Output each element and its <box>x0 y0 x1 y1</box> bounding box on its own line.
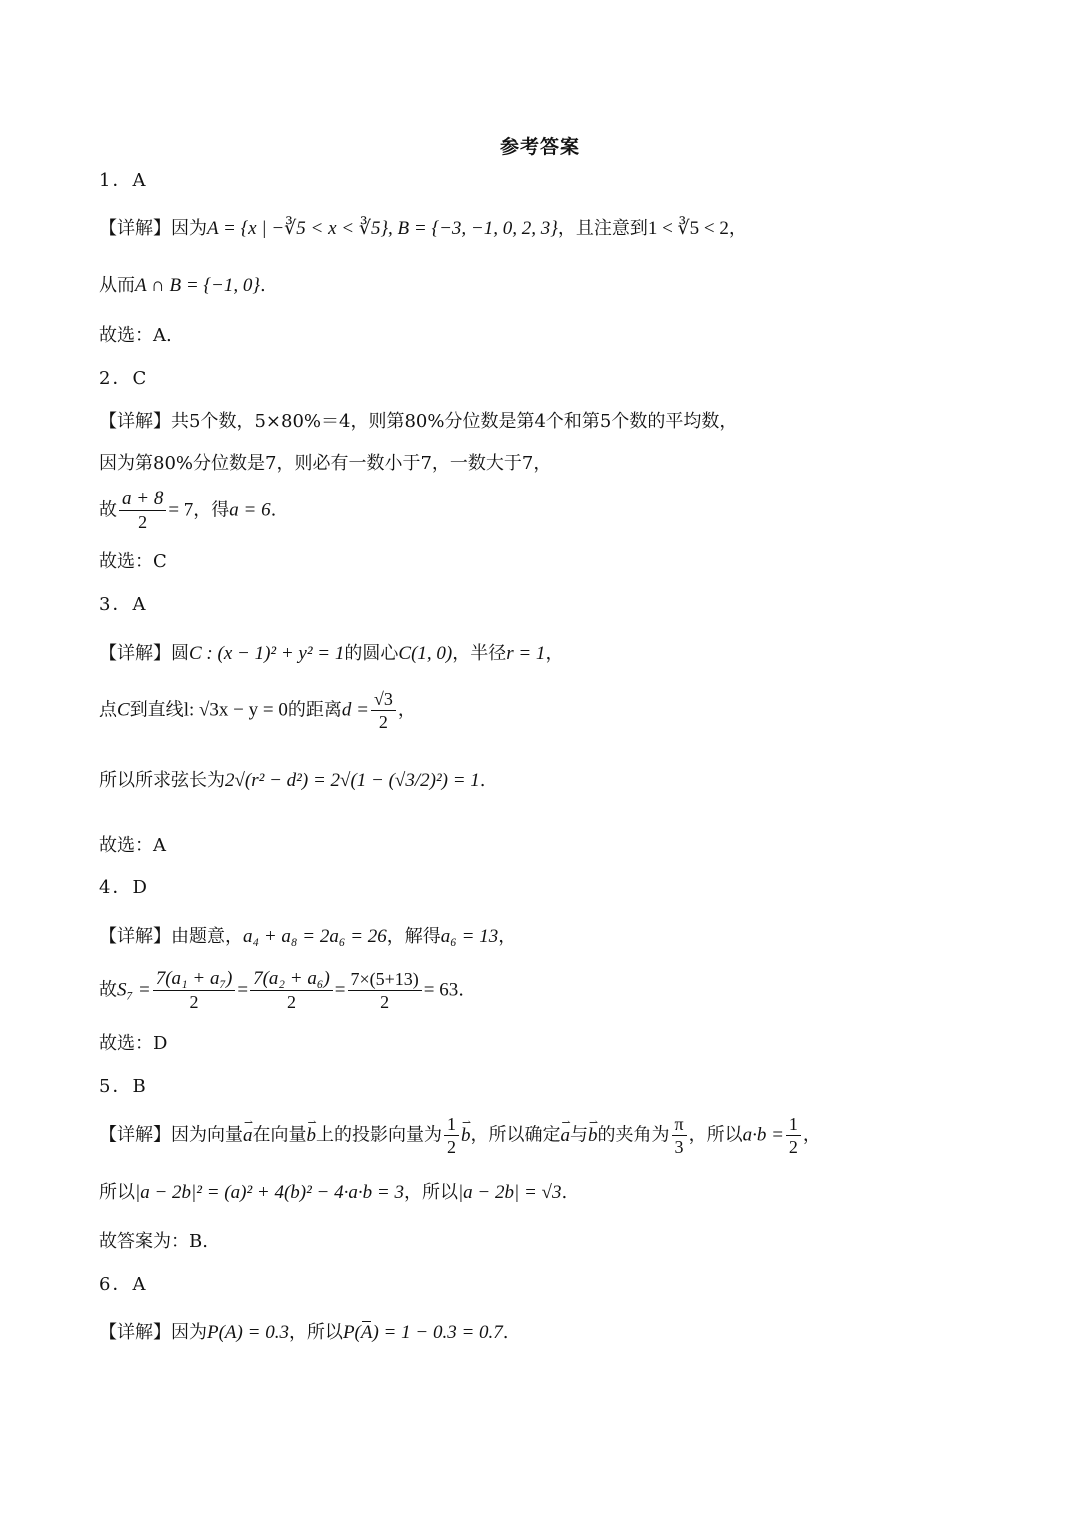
page-title: 参考答案 <box>499 136 580 158</box>
q4-f3-den: 2 <box>380 992 390 1012</box>
answer-5: 5．B <box>99 1076 148 1097</box>
answer-1: 1．A <box>99 170 148 191</box>
q5-dot-num: 1 <box>786 1113 801 1136</box>
q4-f3-num: 7×(5+13) <box>348 968 422 991</box>
q1-set-def: A = {x | −∛5 < x < ∛5}, B = {−3, −1, 0, 2, 3} <box>207 218 558 239</box>
q3-line3-end: . <box>479 770 486 791</box>
q5-line1-e: 与 <box>570 1124 588 1146</box>
answer-4: 4．D <box>99 877 149 898</box>
q6-line1-end: . <box>502 1322 509 1343</box>
q5-proj-fraction <box>444 1113 459 1158</box>
q2-fraction <box>119 488 166 533</box>
q4-line1-end: ， <box>498 926 517 947</box>
q3-line2-mid: 到直线 <box>129 699 184 721</box>
q2-eq: = 7 <box>168 499 194 521</box>
q4-conclusion: 故选：D <box>99 1033 168 1054</box>
q2-line3-end: . <box>270 499 277 521</box>
q4-f2-den: 2 <box>286 992 296 1012</box>
q5-vec-b: ⇀ b <box>307 1123 317 1149</box>
answer-2: 2．C <box>99 368 149 389</box>
q1-detail-prefix: 【详解】因为 <box>99 218 207 239</box>
q3-line2-prefix: 点 <box>99 699 117 721</box>
q5-line2 <box>99 1180 999 1206</box>
q4-line2-prefix: 故 <box>99 979 117 1001</box>
q2-line1: 【详解】共5个数，5×80%＝4，则第80%分位数是第4个和第5个数的平均数， <box>99 411 738 432</box>
q5-angle-fraction <box>672 1113 687 1158</box>
q1-note-expr: 1 < ∛5 < 2 <box>647 218 729 239</box>
q5-line2-expr: |a − 2b|² = (a)² + 4(b)² − 4·a·b = 3 <box>135 1182 404 1203</box>
q3-dist-num: √3 <box>371 688 396 711</box>
q5-line1-f: 的夹角为 <box>597 1124 670 1146</box>
q2-frac-den: 2 <box>138 512 148 532</box>
q1-detail <box>99 216 999 242</box>
q5-proj-vec-b: ⇀ b <box>461 1123 471 1149</box>
q3-line3-prefix: 所以所求弦长为 <box>99 770 225 791</box>
q4-line1-mid: ，解得 <box>386 926 441 947</box>
q6-a-bar: A <box>361 1320 373 1346</box>
q3-circle-eq: C : (x − 1)² + y² = 1 <box>189 643 345 664</box>
q3-radius: r = 1 <box>506 643 546 664</box>
q5-line1 <box>99 1113 999 1158</box>
q4-line1-expr: a₄ + a₈ = 2a₆ = 26 <box>243 926 387 947</box>
q3-dist-lhs: d = <box>341 699 369 721</box>
q1-note-prefix: ，且注意到 <box>557 218 648 239</box>
q5-vec-b-2: ⇀ b <box>588 1123 598 1149</box>
q2-conclusion: 故选：C <box>99 551 167 572</box>
q3-line1-prefix: 【详解】圆 <box>99 643 189 664</box>
q2-frac-num: a + 8 <box>119 488 166 511</box>
q5-line1-g: ，所以 <box>688 1124 743 1146</box>
q1-line2-prefix: 从而 <box>99 275 135 296</box>
q5-proj-den: 2 <box>447 1137 456 1157</box>
q6-p-abar-lhs: P( <box>342 1322 361 1343</box>
q5-vec-a: ⇀ a <box>243 1123 253 1149</box>
q5-line1-d: ，所以确定 <box>470 1124 561 1146</box>
q4-line1-prefix: 【详解】由题意， <box>99 926 243 947</box>
q3-line2 <box>99 688 999 733</box>
q2-result: a = 6 <box>229 499 271 521</box>
q5-angle-den: 3 <box>674 1137 684 1157</box>
q3-line-eq: l: √3x − y = 0 <box>183 699 288 721</box>
q1-conclusion: 故选：A. <box>99 325 172 346</box>
q3-line1-end: ， <box>545 643 564 664</box>
q5-vec-a-2: ⇀ a <box>561 1123 571 1149</box>
q5-conclusion: 故答案为：B. <box>99 1231 208 1252</box>
q1-line2 <box>99 273 999 299</box>
q5-line1-c: 上的投影向量为 <box>316 1124 442 1146</box>
q6-line1-mid: ，所以 <box>288 1322 343 1343</box>
q4-fraction-3 <box>348 968 422 1013</box>
q1-note-suffix: ， <box>728 218 747 239</box>
q4-f2-num: 7(a₂ + a₆) <box>250 968 333 991</box>
q5-proj-num: 1 <box>444 1113 459 1136</box>
q3-dist-den: 2 <box>378 712 388 732</box>
q4-line1 <box>99 924 999 950</box>
q4-line2-end: . <box>458 979 464 1001</box>
q2-line2: 因为第80%分位数是7，则必有一数小于7，一数大于7， <box>99 453 552 474</box>
q5-line1-b: 在向量 <box>252 1124 307 1146</box>
q2-line3 <box>99 488 999 533</box>
q5-line1-a: 【详解】因为向量 <box>99 1124 243 1146</box>
q4-line2: 故S₇ = $\frac{\text{7(a₁ + a₇)}}{2}$ = $\frac{\text{7(a₂ + a₆)}}{2}$ = $\frac{7\times(5+13)}{2}$ = 63. <box>99 968 464 1012</box>
q6-line1 <box>99 1320 999 1346</box>
q4-result: = 63 <box>423 979 459 1001</box>
q6-p-a: P(A) = 0.3 <box>207 1322 289 1343</box>
q4-f1-den: 2 <box>189 992 199 1012</box>
q1-line2-suffix: . <box>259 275 266 296</box>
answer-3: 3．A <box>99 594 148 615</box>
q4-fraction-2 <box>250 968 333 1013</box>
q3-line2-end: ， <box>397 699 416 721</box>
q2-line3-text: ，得 <box>193 499 230 521</box>
q4-line1-result: a₆ = 13 <box>440 926 499 947</box>
q3-conclusion: 故选：A <box>99 835 166 856</box>
q4-fraction-1 <box>153 968 236 1013</box>
q3-line2-mid2: 的距离 <box>287 699 342 721</box>
q5-dot-fraction <box>786 1113 801 1158</box>
q5-angle-num: π <box>672 1113 687 1136</box>
q6-p-abar-rhs: ) = 1 − 0.3 = 0.7 <box>372 1322 503 1343</box>
q4-s7: S₇ = <box>117 979 151 1001</box>
q6-line1-prefix: 【详解】因为 <box>99 1322 207 1343</box>
q5-dot-den: 2 <box>788 1137 798 1157</box>
q3-line1-mid: 的圆心 <box>344 643 399 664</box>
q5-line1-end: ， <box>802 1124 821 1146</box>
answer-6: 6．A <box>99 1274 148 1295</box>
q3-line1-mid2: ，半径 <box>452 643 507 664</box>
q5-line2-prefix: 所以 <box>99 1182 135 1203</box>
q2-line3-prefix: 故 <box>99 499 117 521</box>
q5-line2-end: . <box>561 1182 568 1203</box>
q3-chord-expr: 2√(r² − d²) = 2√(1 − (√3/2)²) = 1 <box>225 770 480 791</box>
q4-f1-num: 7(a₁ + a₇) <box>153 968 236 991</box>
q1-intersection: A ∩ B = {−1, 0} <box>135 275 260 296</box>
q5-line2-mid: ，所以 <box>403 1182 458 1203</box>
q3-dist-fraction <box>371 688 396 733</box>
q3-line3 <box>99 768 999 794</box>
q5-dot-expr: a·b = <box>742 1124 784 1146</box>
q5-line2-result: |a − 2b| = √3 <box>457 1182 562 1203</box>
q3-point-c: C <box>117 699 130 721</box>
q3-line1 <box>99 641 999 667</box>
q3-center: C(1, 0) <box>398 643 453 664</box>
